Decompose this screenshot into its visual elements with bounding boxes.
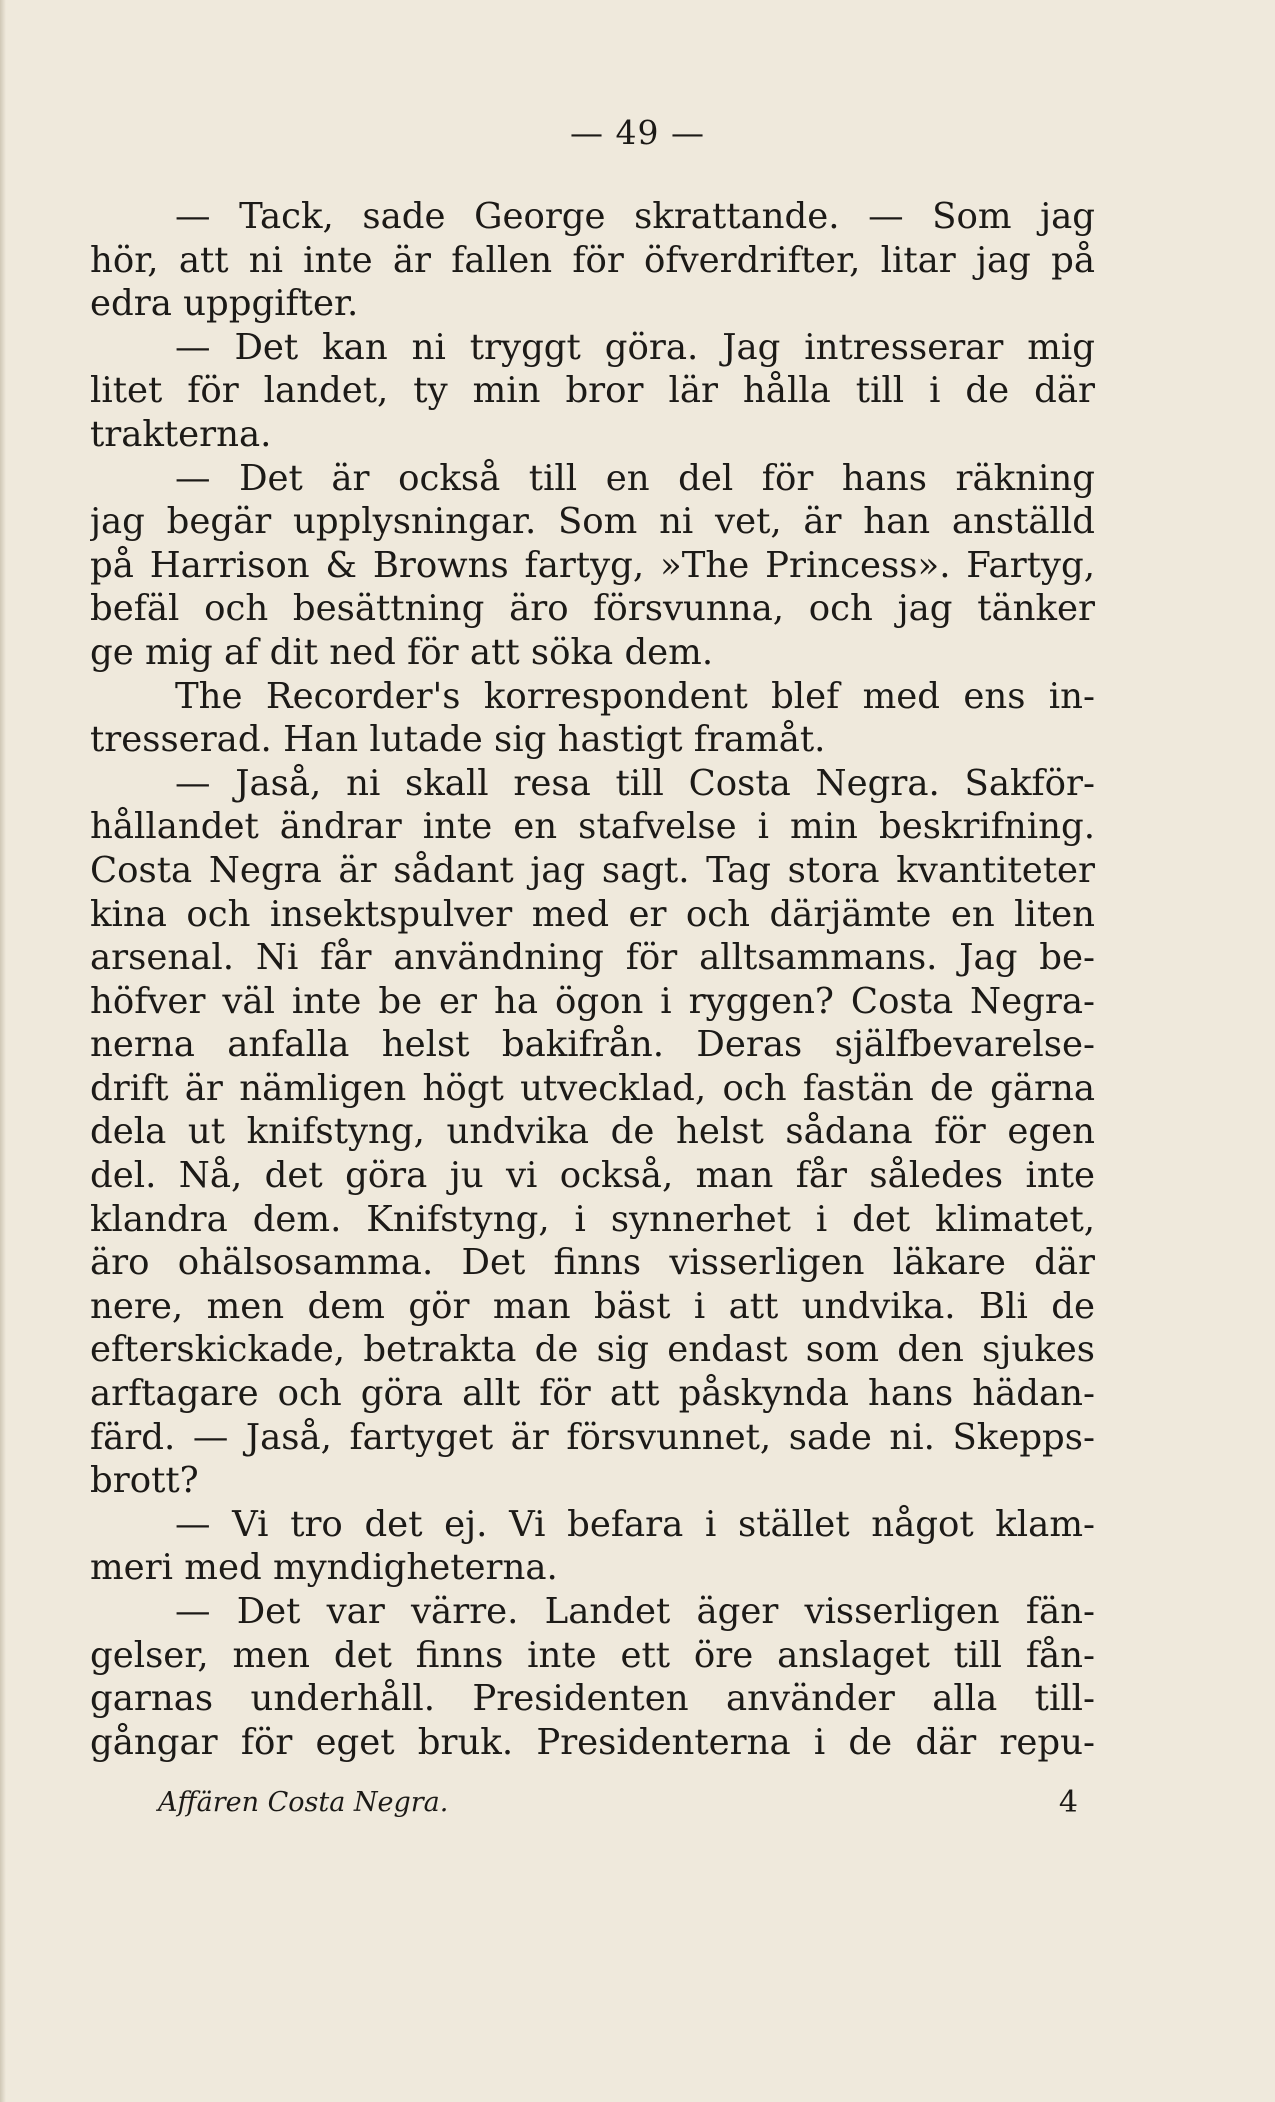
text-line: gelser, men det finns inte ett öre anslaget till fån- [90,1634,1095,1676]
page-number: — 49 — [570,113,705,152]
text-line: tresserad. Han lutade sig hastigt framåt. [90,719,826,761]
text-line: garnas underhåll. Presidenten använder alla till- [90,1678,1095,1720]
text-line: trakterna. [90,413,272,455]
text-line: hållandet ändrar inte en stafvelse i min beskrifning. [90,806,1095,848]
text-line: brott? [90,1460,199,1502]
text-line: klandra dem. Knifstyng, i synnerhet i det klimatet, [90,1198,1095,1240]
text-line: — Det var värre. Landet äger visserligen fän- [175,1591,1095,1632]
text-line: kina och insektspulver med er och därjämte en liten [90,893,1095,935]
text-line: — Det kan ni tryggt göra. Jag intresserar mig [175,326,1095,368]
text-line: arftagare och göra allt för att påskynda hans hädan- [90,1373,1095,1415]
text-line: på Harrison & Browns fartyg, »The Princess». Fartyg, [90,544,1095,586]
text-line: efterskickade, betrakta de sig endast som den sjukes [90,1329,1095,1371]
signature-number: 4 [1058,1785,1078,1820]
signature-title: Affären Costa Negra. [158,1787,449,1818]
text-line: färd. — Jaså, fartyget är försvunnet, sade ni. Skepps- [90,1416,1095,1458]
text-line: dela ut knifstyng, undvika de helst sådana för egen [90,1111,1095,1153]
text-line: Costa Negra är sådant jag sagt. Tag stora kvantiteter [90,849,1095,891]
text-line: — Vi tro det ej. Vi befara i stället något klam- [175,1503,1095,1545]
text-line: drift är nämligen högt utvecklad, och fastän de gärna [90,1067,1095,1109]
text-line: ge mig af dit ned för att söka dem. [90,631,714,673]
text-line: — Tack, sade George skrattande. — Som jag [175,196,1095,237]
text-line: litet för landet, ty min bror lär hålla till i de där [90,370,1095,412]
text-line: meri med myndigheterna. [90,1547,558,1589]
text-line: höfver väl inte be er ha ögon i ryggen? Costa Negra- [90,980,1095,1022]
text-line: gångar för eget bruk. Presidenterna i de där repu- [90,1721,1095,1763]
text-line: jag begär upplysningar. Som ni vet, är han anställd [90,501,1095,543]
page-footer [158,1780,1078,1826]
text-line: — Det är också till en del för hans räkning [175,457,1095,499]
text-line: arsenal. Ni får användning för alltsammans. Jag be- [90,937,1095,979]
body-text [90,195,1095,1764]
text-line: — Jaså, ni skall resa till Costa Negra. Sakför- [175,762,1095,804]
text-line: nere, men dem gör man bäst i att undvika. Bli de [90,1285,1095,1327]
text-line: hör, att ni inte är fallen för öfverdrifter, litar jag på [90,239,1095,281]
text-line: äro ohälsosamma. Det finns visserligen läkare där [90,1242,1095,1284]
page-edge-shadow [0,0,6,2102]
text-line: befäl och besättning äro försvunna, och jag tänker [90,588,1095,630]
text-line: edra uppgifter. [90,283,359,325]
text-line: del. Nå, det göra ju vi också, man får således inte [90,1155,1095,1197]
text-line: nerna anfalla helst bakifrån. Deras själfbevarelse- [90,1024,1095,1066]
text-line: The Recorder's korrespondent blef med ens in- [175,675,1095,717]
